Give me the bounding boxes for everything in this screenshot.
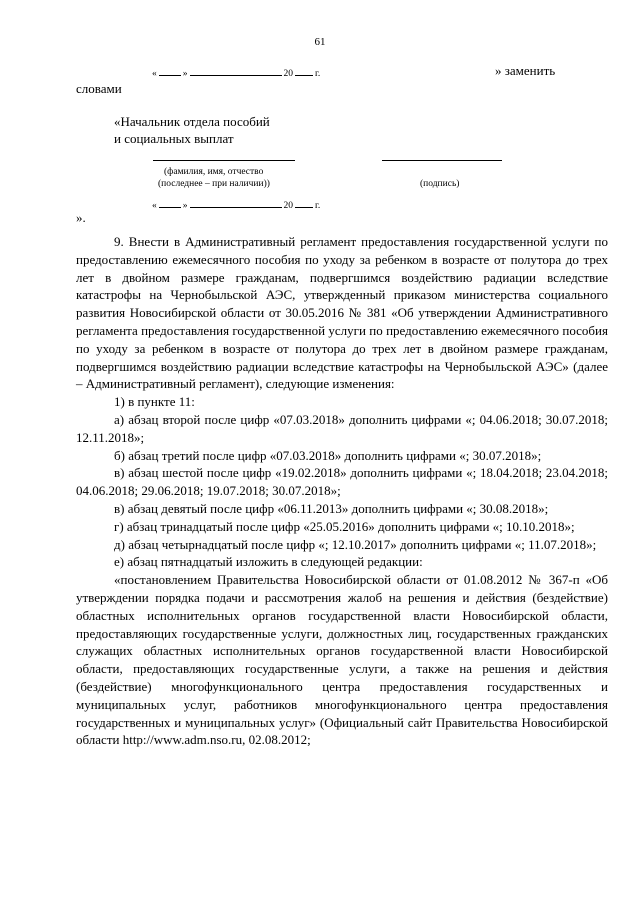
year-suffix: г. — [315, 69, 321, 79]
words-text: словами — [76, 81, 122, 96]
paragraph-subitem-1: 1) в пункте 11: — [114, 394, 195, 410]
paragraph-subitem-v2: в) абзац девятый после цифр «06.11.2013» дополнить цифрами «; 30.08.2018»; — [114, 500, 549, 516]
month-blank — [190, 66, 282, 76]
paragraph-subitem-e: е) абзац пятнадцатый изложить в следующей редакции: — [114, 554, 423, 570]
quote-open: « — [152, 201, 157, 211]
year-blank — [295, 198, 313, 208]
position-title — [114, 113, 270, 147]
paragraph-subitem-a: а) абзац второй после цифр «07.03.2018» дополнить цифрами «; 04.06.2018; 30.07.2018; 12.11.2018»; — [76, 411, 608, 445]
page-number: 61 — [314, 36, 326, 48]
name-caption-line-2: (последнее – при наличии)) — [158, 179, 270, 189]
quote-close: » — [182, 69, 188, 79]
position-title-line-1: «Начальник отдела пособий — [114, 114, 270, 129]
day-blank — [159, 198, 181, 208]
paragraph-subitem-b: б) абзац третий после цифр «07.03.2018» дополнить цифрами «; 30.07.2018»; — [114, 447, 542, 463]
paragraph-subitem-g: г) абзац тринадцатый после цифр «25.05.2016» дополнить цифрами «; 10.10.2018»; — [114, 518, 575, 534]
year-blank — [295, 66, 313, 76]
year-suffix: г. — [315, 201, 321, 211]
name-line — [153, 160, 295, 161]
position-title-line-2: и социальных выплат — [114, 131, 234, 146]
document-body — [76, 233, 608, 749]
year-prefix: 20 — [283, 201, 293, 211]
quote-open: « — [152, 69, 157, 79]
replace-text: » заменить — [495, 63, 556, 78]
quote-close: » — [182, 201, 188, 211]
date-line-bottom — [152, 198, 320, 211]
paragraph-subitem-v: в) абзац шестой после цифр «19.02.2018» дополнить цифрами «; 18.04.2018; 23.04.2018; 04.06.2018; 29.06.2018; 19.07.2018; 30.07.2018»; — [76, 465, 608, 499]
paragraph-item-9: 9. Внести в Административный регламент предоставления государственной услуги по предоставлению ежемесячного пособия по уходу за ребенком в возрасте от полутора до трех лет в двойном размере гражданам, подвергшимся воздействию радиации вследствие катастрофы на Чернобыльской АЭС, утвержденный приказом министерства социального развития Новосибирской области от 30.05.2016 № 381 «Об утверждении Административного регламента предоставления государственной услуги по предоставлению ежемесячного пособия по уходу за ребенком в возрасте от полутора до трех лет в двойном размере гражданам, подвергшимся воздействию радиации вследствие катастрофы на Чернобыльской АЭС» (далее – Административный регламент), следующие изменения: — [76, 234, 608, 392]
signature-line — [382, 160, 502, 161]
name-caption-line-1: (фамилия, имя, отчество — [164, 167, 264, 177]
signature-caption: (подпись) — [420, 179, 460, 189]
closing-quote: ». — [76, 210, 86, 225]
month-blank — [190, 198, 282, 208]
date-line-top — [152, 66, 320, 79]
paragraph-quoted-text: «постановлением Правительства Новосибирской области от 01.08.2012 № 367-п «Об утверждении порядка подачи и рассмотрения жалоб на решения и действия (бездействие) областных исполнительных органов государственной власти Новосибирской области, предоставляющих государственные услуги, должностных лиц, государственных гражданских служащих областных исполнительных органов государственной власти Новосибирской области, предоставляющих государственные услуги, а также на решения и действия (бездействие) многофункционального центра предоставления государственных и муниципальных услуг, работников многофункционального центра предоставления государственных и муниципальных услуг» (Официальный сайт Правительства Новосибирской области http://www.adm.nso.ru, 02.08.2012; — [76, 572, 608, 748]
day-blank — [159, 66, 181, 76]
name-caption — [158, 166, 270, 190]
paragraph-subitem-d: д) абзац четырнадцатый после цифр «; 12.10.2017» дополнить цифрами «; 11.07.2018»; — [114, 536, 597, 552]
year-prefix: 20 — [283, 69, 293, 79]
